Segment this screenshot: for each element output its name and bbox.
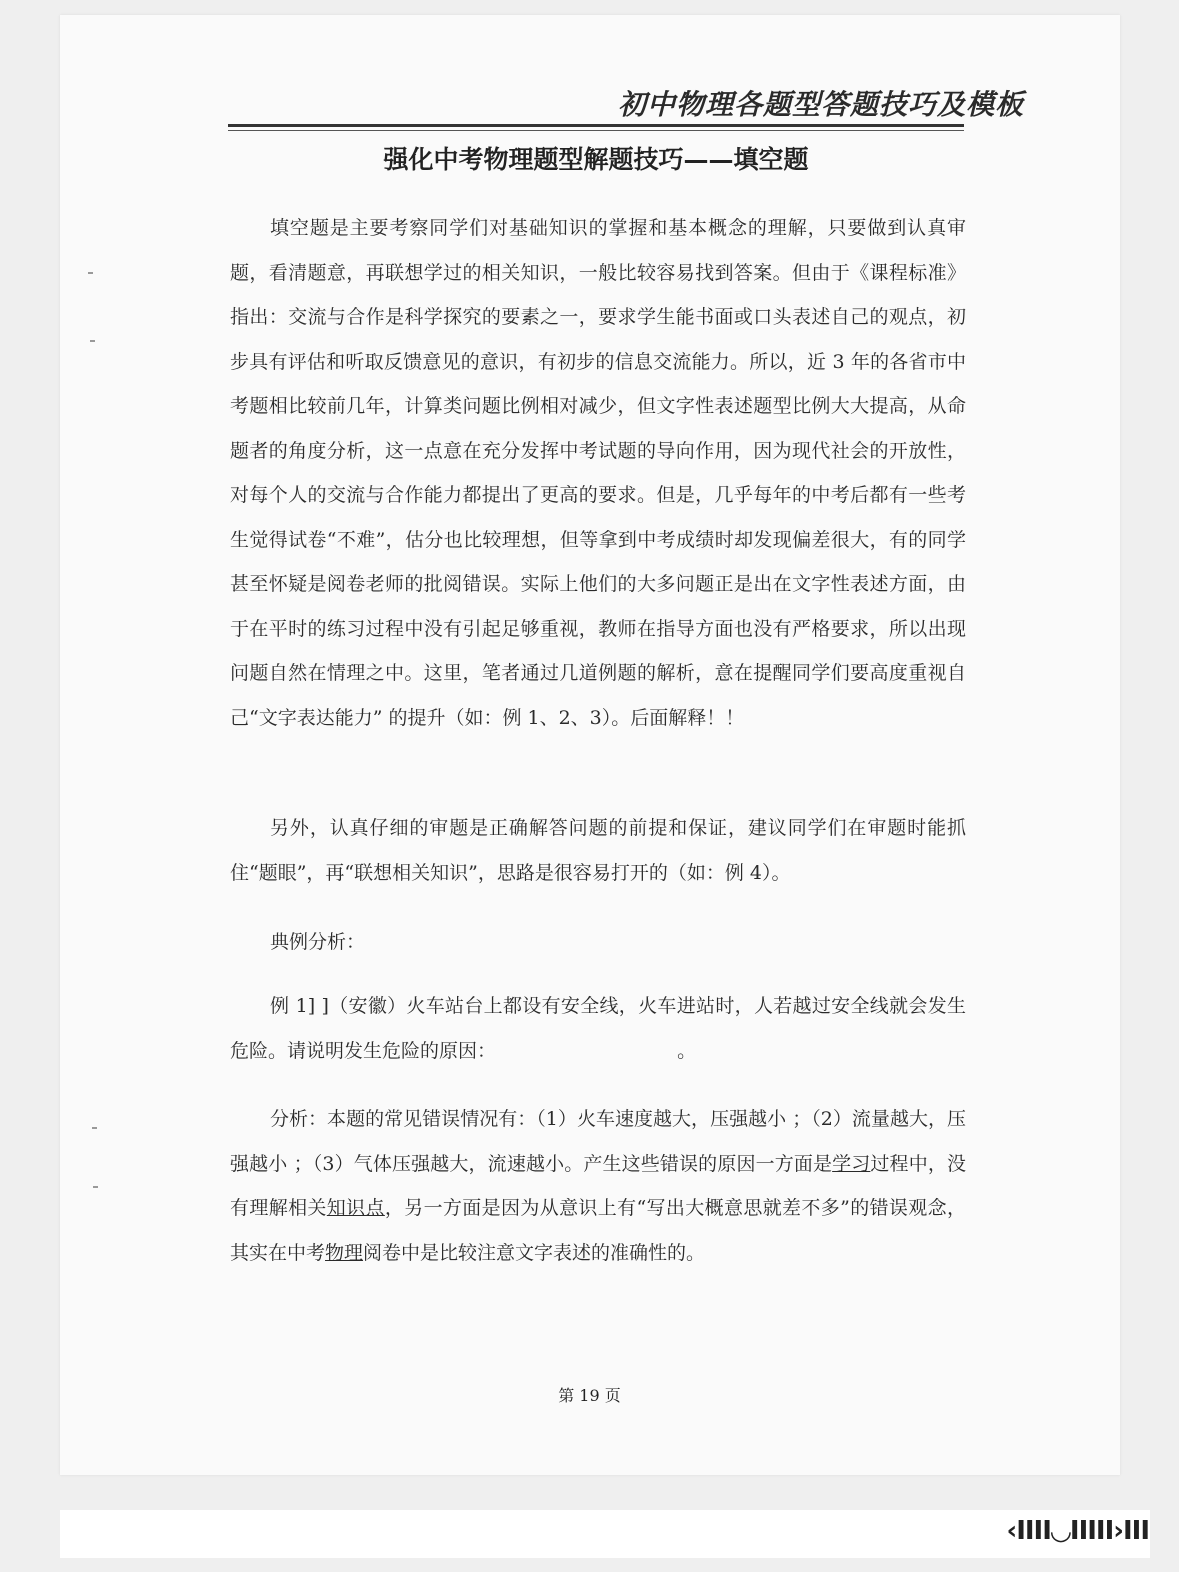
scan-artifact bbox=[90, 340, 95, 342]
analysis-text: 阅卷中是比较注意文字表述的准确性的。 bbox=[363, 1241, 706, 1264]
analysis-paragraph bbox=[230, 1097, 966, 1275]
note-paragraph: 另外，认真仔细的审题是正确解答问题的前提和保证，建议同学们在审题时能抓住“题眼”，再“联想相关知识”，思路是很容易打开的（如：例 4）。 bbox=[230, 817, 966, 884]
watermark-logo: ‹IIII◡IIIII›III bbox=[1006, 1516, 1149, 1546]
section-heading: 典例分析： bbox=[270, 931, 366, 953]
footer-bar bbox=[60, 1510, 1150, 1558]
link-study[interactable]: 学习 bbox=[832, 1152, 871, 1175]
analysis-text: 分析：本题的常见错误情况有：（1）火车速度越大，压强越小 ；（2）流量越大，压强越小 ；（3）气体压强越大，流速越小。产生这些错误的原因一方面是 bbox=[230, 1108, 966, 1175]
scan-artifact bbox=[92, 1127, 97, 1129]
running-header-title: 初中物理各题型答题技巧及模板 bbox=[617, 88, 1024, 121]
page-number: 第 19 页 bbox=[558, 1386, 621, 1405]
link-knowledge-point[interactable]: 知识点 bbox=[326, 1197, 385, 1219]
analysis-text: ，另一方面是因为从意识上有“写出大概意思就差不多”的错误观念，其实在中考 bbox=[230, 1197, 966, 1264]
scan-artifact bbox=[93, 1186, 98, 1188]
example-1: 例 1] ]（安徽）火车站台上都设有安全线，火车进站时，人若越过安全线就会发生危险。请说明发生危险的原因： 。 bbox=[230, 995, 966, 1062]
intro-paragraph: 填空题是主要考察同学们对基础知识的掌握和基本概念的理解，只要做到认真审题，看清题意，再联想学过的相关知识，一般比较容易找到答案。但由于《课程标准》指出：交流与合作是科学探究的要素之一，要求学生能书面或口头表述自己的观点，初步具有评估和听取反馈意见的意识，有初步的信息交流能力。所以，近 3 年的各省市中考题相比较前几年，计算类问题比例相对减少，但文字性表述题型比例大大提高，从命题者的角度分析，这一点意在充分发挥中考试题的导向作用，因为现代社会的开放性，对每个人的交流与合作能力都提出了更高的要求。但是，几乎每年的中考后都有一些考生觉得试卷“不难”，估分也比较理想，但等拿到中考成绩时却发现偏差很大，有的同学甚至怀疑是阅卷老师的批阅错误。实际上他们的大多问题正是出在文字性表述方面，由于在平时的练习过程中没有引起足够重视，教师在指导方面也没有严格要求，所以出现问题自然在情理之中。这里，笔者通过几道例题的解析，意在提醒同学们要高度重视自己“文字表达能力” 的提升（如：例 1、2、3）。后面解释！！ bbox=[230, 217, 966, 729]
scan-artifact bbox=[88, 272, 93, 274]
link-physics[interactable]: 物理 bbox=[325, 1241, 364, 1264]
analysis-text: 过程中，没有理解相关 bbox=[230, 1152, 966, 1219]
document-title: 强化中考物理题型解题技巧——填空题 bbox=[383, 145, 809, 174]
header-rule-thin bbox=[228, 130, 964, 131]
header-rule bbox=[228, 124, 964, 127]
